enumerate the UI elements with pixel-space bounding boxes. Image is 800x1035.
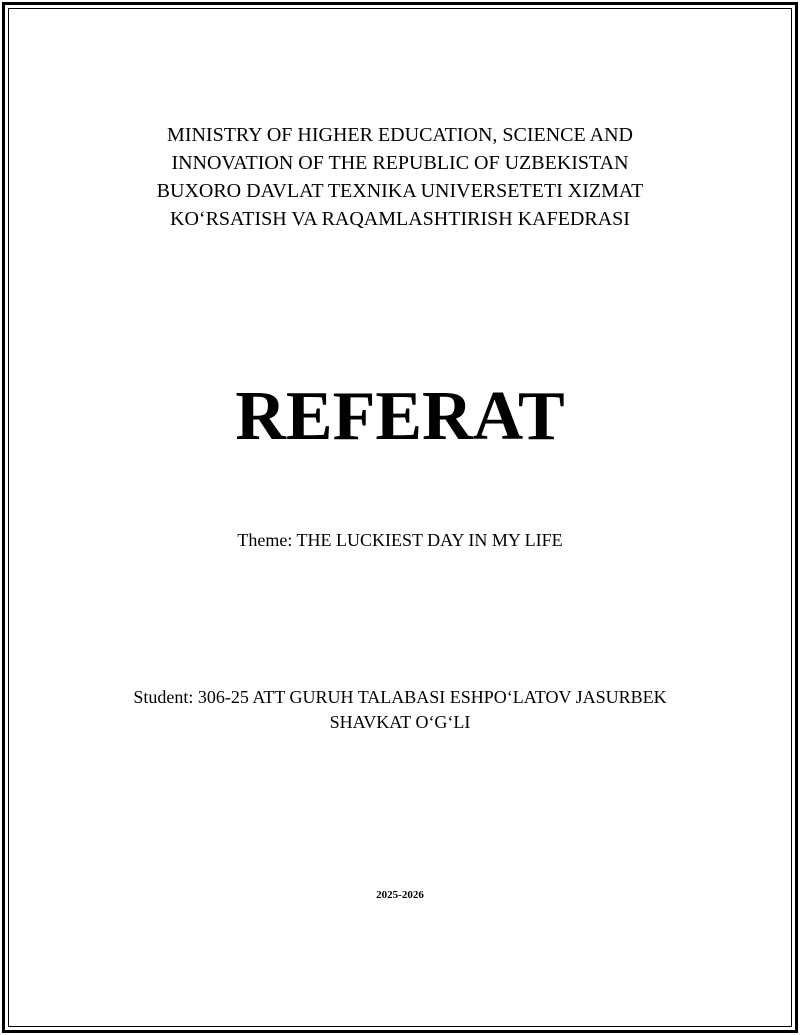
student-line: SHAVKAT O‘G‘LI — [329, 712, 471, 732]
document-title: REFERAT — [235, 378, 565, 455]
theme-line: Theme: THE LUCKIEST DAY IN MY LIFE — [237, 530, 563, 550]
header-line: BUXORO DAVLAT TEXNIKA UNIVERSETETI XIZMAT — [156, 180, 644, 202]
student-line: Student: 306-25 ATT GURUH TALABASI ESHPO‘LATOV JASURBEK — [133, 687, 667, 707]
institution-header — [0, 121, 800, 233]
header-line: KO‘RSATISH VA RAQAMLASHTIRISH KAFEDRASI — [170, 208, 630, 230]
header-line: INNOVATION OF THE REPUBLIC OF UZBEKISTAN — [171, 152, 629, 174]
academic-year: 2025-2026 — [376, 889, 424, 901]
header-line: MINISTRY OF HIGHER EDUCATION, SCIENCE AND — [167, 124, 633, 146]
student-info — [0, 685, 800, 735]
